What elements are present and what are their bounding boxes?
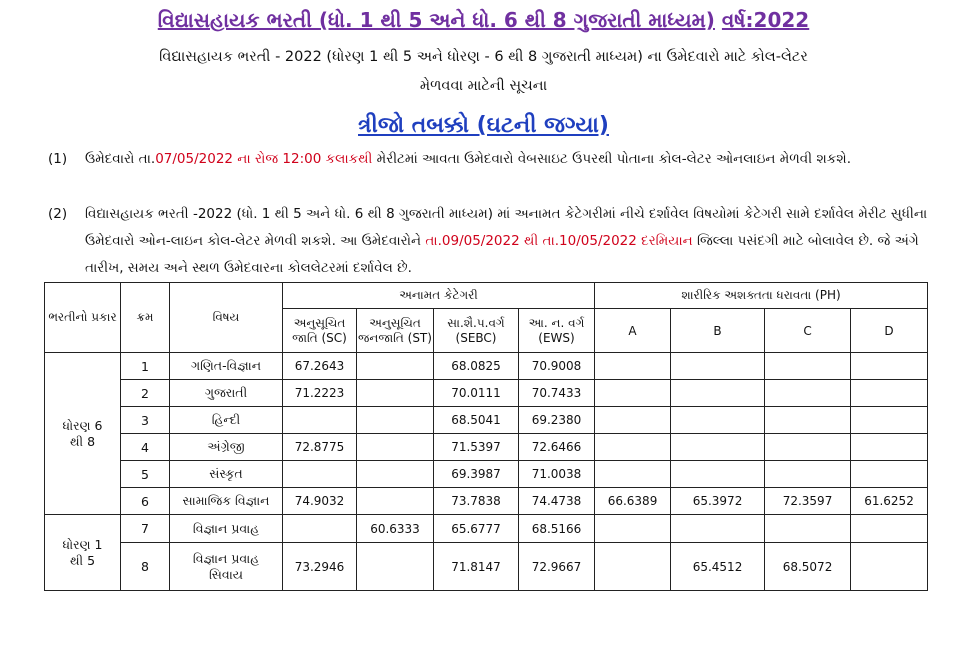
header-subject: વિષય: [170, 283, 283, 353]
row-sebc: 71.5397: [434, 434, 519, 461]
row-no: 7: [121, 515, 170, 543]
row-ews: 72.6466: [519, 434, 595, 461]
table-row: [45, 461, 928, 488]
table-row: [45, 434, 928, 461]
row-ph-a: [595, 543, 671, 591]
row-ph-d: [851, 543, 928, 591]
table-row: [45, 380, 928, 407]
row-st: [357, 488, 434, 515]
row-ph-d: 61.6252: [851, 488, 928, 515]
row-ph-a: [595, 407, 671, 434]
row-no: 8: [121, 543, 170, 591]
title-year: વર્ષ:2022: [721, 8, 810, 32]
header-ph-a: A: [595, 309, 671, 353]
row-sc: 74.9032: [283, 488, 357, 515]
row-ph-c: [765, 380, 851, 407]
row-ews: 68.5166: [519, 515, 595, 543]
row-ews: 69.2380: [519, 407, 595, 434]
subtitle-line2: મેળવવા માટેની સૂચના: [419, 78, 548, 94]
instruction-2-number: (2): [48, 206, 68, 222]
row-sc: [283, 407, 357, 434]
header-sebc: સા.શૈ.પ.વર્ગ (SEBC): [434, 309, 519, 353]
row-ph-c: [765, 353, 851, 380]
row-st: [357, 543, 434, 591]
row-ph-c: [765, 515, 851, 543]
row-sc: 73.2946: [283, 543, 357, 591]
row-ph-b: [671, 407, 765, 434]
row-ph-b: 65.4512: [671, 543, 765, 591]
row-ews: 74.4738: [519, 488, 595, 515]
page-title: [0, 8, 967, 32]
row-ph-d: [851, 434, 928, 461]
row-st: [357, 380, 434, 407]
instruction-1-date: 07/05/2022: [155, 151, 234, 167]
header-ph: શારીરિક અશક્તતા ધરાવતા (PH): [595, 283, 928, 309]
row-sebc: 70.0111: [434, 380, 519, 407]
phase-heading: ત્રીજો તબક્કો (ઘટની જગ્યા): [358, 113, 609, 138]
row-ph-c: [765, 434, 851, 461]
row-ph-c: [765, 407, 851, 434]
header-sc: અનુસૂચિત જાતિ (SC): [283, 309, 357, 353]
row-st: [357, 407, 434, 434]
row-sebc: 65.6777: [434, 515, 519, 543]
header-ph-b: B: [671, 309, 765, 353]
instruction-1: [50, 146, 930, 173]
row-ph-b: 65.3972: [671, 488, 765, 515]
header-ph-c: C: [765, 309, 851, 353]
table-row: [45, 353, 928, 380]
row-sebc: 73.7838: [434, 488, 519, 515]
row-subject: ગુજરાતી: [170, 380, 283, 407]
merit-table: [44, 282, 928, 591]
row-ph-a: 66.6389: [595, 488, 671, 515]
instruction-1-text-a: ઉમેદવારો તા.: [85, 151, 156, 167]
table-row: [45, 488, 928, 515]
instruction-1-text-c: મેરીટમાં આવતા ઉમેદવારો વેબસાઇટ ઉપરથી પોતાના કોલ-લેટર ઓનલાઇન મેળવી શકશે.: [372, 151, 851, 167]
row-no: 1: [121, 353, 170, 380]
row-sc: [283, 515, 357, 543]
row-ph-d: [851, 515, 928, 543]
header-ph-d: D: [851, 309, 928, 353]
row-ph-a: [595, 353, 671, 380]
row-sebc: 69.3987: [434, 461, 519, 488]
subtitle-line1: વિદ્યાસહાયક ભરતી - 2022 (ધોરણ 1 થી 5 અને ધોરણ - 6 થી 8 ગુજરાતી માધ્યમ) ના ઉમેદવારો માટે કોલ-લેટર: [159, 49, 808, 65]
row-subject: અંગ્રેજી: [170, 434, 283, 461]
instruction-1-number: (1): [48, 151, 68, 167]
row-ews: 70.9008: [519, 353, 595, 380]
row-subject: સામાજિક વિજ્ઞાન: [170, 488, 283, 515]
instruction-1-time: 12:00 કલાકથી: [282, 151, 373, 167]
row-ph-d: [851, 407, 928, 434]
row-subject: ગણિત-વિજ્ઞાન: [170, 353, 283, 380]
row-no: 5: [121, 461, 170, 488]
row-sc: 67.2643: [283, 353, 357, 380]
header-st: અનુસૂચિત જનજાતિ (ST): [357, 309, 434, 353]
row-sc: 72.8775: [283, 434, 357, 461]
row-st: [357, 353, 434, 380]
table-row: [45, 407, 928, 434]
header-ews: આ. ન. વર્ગ (EWS): [519, 309, 595, 353]
row-ph-b: [671, 380, 765, 407]
row-ph-c: 68.5072: [765, 543, 851, 591]
row-no: 3: [121, 407, 170, 434]
row-sebc: 68.5041: [434, 407, 519, 434]
row-ph-a: [595, 461, 671, 488]
instruction-2-dates: તા.09/05/2022 થી તા.10/05/2022 દરમિયાન: [425, 233, 693, 249]
row-ph-d: [851, 461, 928, 488]
header-recruitment-type: ભરતીનો પ્રકાર: [45, 283, 121, 353]
row-ews: 72.9667: [519, 543, 595, 591]
row-no: 6: [121, 488, 170, 515]
row-ph-b: [671, 461, 765, 488]
row-ph-c: 72.3597: [765, 488, 851, 515]
row-ph-b: [671, 353, 765, 380]
row-ph-a: [595, 434, 671, 461]
instruction-1-text-b: ના રોજ: [233, 151, 283, 167]
table-row: [45, 515, 928, 543]
row-st: 60.6333: [357, 515, 434, 543]
row-sc: 71.2223: [283, 380, 357, 407]
row-subject: હિન્દી: [170, 407, 283, 434]
group-label-6-8: ધોરણ 6 થી 8: [45, 353, 121, 515]
header-reserved-category: અનામત કેટેગરી: [283, 283, 595, 309]
row-no: 2: [121, 380, 170, 407]
row-ph-d: [851, 353, 928, 380]
row-ph-b: [671, 515, 765, 543]
table-row: [45, 543, 928, 591]
row-ph-c: [765, 461, 851, 488]
row-subject: વિજ્ઞાન પ્રવાહ સિવાય: [170, 543, 283, 591]
header-serial: ક્રમ: [121, 283, 170, 353]
row-ews: 71.0038: [519, 461, 595, 488]
instruction-2-text-c: જિલ્લા પસંદગી માટે બોલાવેલ છે. જે અંગે તારીખ, સમય અને સ્થળ ઉમેદવારના કોલલેટરમાં દર્શાવેલ છે.: [85, 233, 919, 276]
row-sebc: 68.0825: [434, 353, 519, 380]
row-no: 4: [121, 434, 170, 461]
row-sebc: 71.8147: [434, 543, 519, 591]
row-st: [357, 434, 434, 461]
row-ph-a: [595, 515, 671, 543]
row-sc: [283, 461, 357, 488]
instruction-2: [50, 201, 930, 282]
row-ph-a: [595, 380, 671, 407]
instruction-2-text-a: વિદ્યાસહાયક ભરતી -2022 (ધો. 1 થી 5 અને ધો. 6 થી 8 ગુજરાતી માધ્યમ) માં અનામત કેટેગરીમાં નીચે દર્શાવેલ વિષયોમાં કેટેગરી સામે દર્શાવેલ મેરીટ સુધીના ઉમેદવારો ઓન-લાઇન કોલ-લેટર મેળવી શકશે. આ ઉમેદવારોને: [85, 206, 928, 249]
row-subject: વિજ્ઞાન પ્રવાહ: [170, 515, 283, 543]
row-ews: 70.7433: [519, 380, 595, 407]
title-text: વિદ્યાસહાયક ભરતી (ધો. 1 થી 5 અને ધો. 6 થી 8 ગુજરાતી માધ્યમ): [157, 8, 715, 32]
row-subject: સંસ્કૃત: [170, 461, 283, 488]
group-label-1-5: ધોરણ 1 થી 5: [45, 515, 121, 591]
row-ph-d: [851, 380, 928, 407]
row-st: [357, 461, 434, 488]
row-ph-b: [671, 434, 765, 461]
